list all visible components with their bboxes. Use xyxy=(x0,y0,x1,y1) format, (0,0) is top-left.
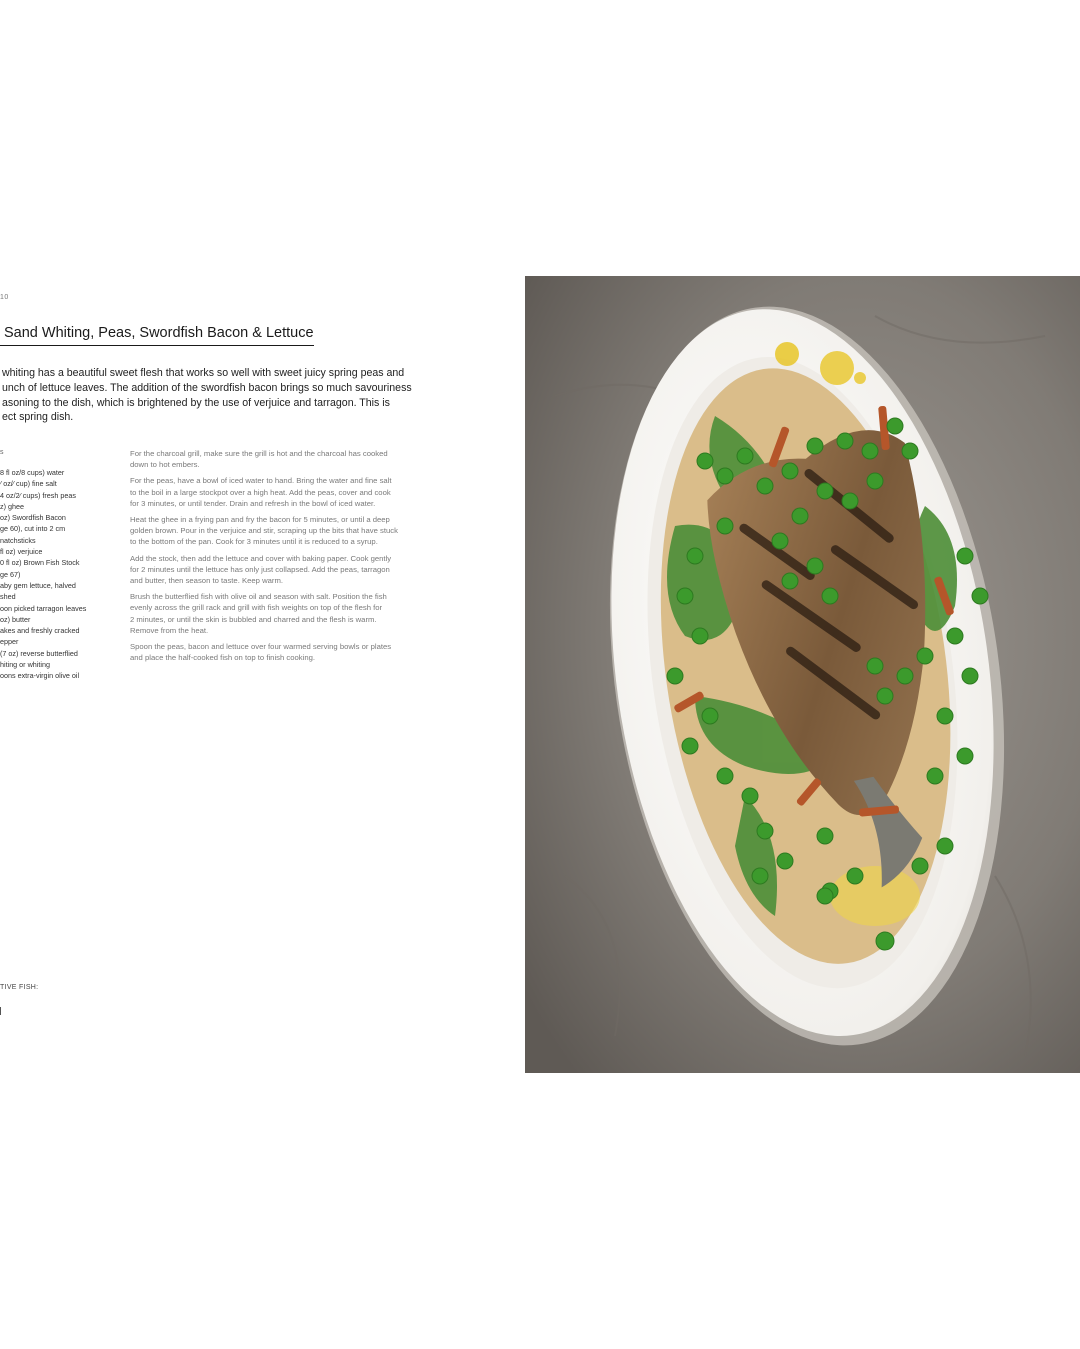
method-steps xyxy=(130,448,465,668)
method-line: 2 minutes, or until the skin is bubbled and charred and the flesh is warm. xyxy=(130,614,377,624)
method-step xyxy=(130,475,465,509)
ingredient-item: ge 67) xyxy=(0,569,21,579)
method-line: Spoon the peas, bacon and lettuce over four warmed serving bowls or plates xyxy=(130,642,392,652)
method-step xyxy=(130,514,465,548)
intro-line: whiting has a beautiful sweet flesh that works so well with sweet juicy spring peas and xyxy=(2,367,405,379)
ingredient-item: oon picked tarragon leaves xyxy=(0,603,87,613)
dish-illustration xyxy=(525,276,1080,1073)
page-number: 10 xyxy=(0,294,9,301)
ingredient-item: epper xyxy=(0,637,19,647)
oil-droplet xyxy=(775,342,799,366)
ingredient-item: fl oz) verjuice xyxy=(0,547,43,557)
method-line: for 2 minutes until the lettuce has only just collapsed. Add the peas, tarragon xyxy=(130,564,390,574)
ingredient-item: ge 60), cut into 2 cm xyxy=(0,524,66,534)
method-step xyxy=(130,591,465,636)
method-step xyxy=(130,448,465,470)
ingredient-item: oz) Swordfish Bacon xyxy=(0,513,66,523)
ingredient-item: z) ghee xyxy=(0,501,24,511)
ingredient-item: oons extra-virgin olive oil xyxy=(0,671,80,681)
method-line: Add the stock, then add the lettuce and cover with baking paper. Cook gently xyxy=(130,553,392,563)
method-line: to the boil in a large stockpot over a high heat. Add the peas, cover and cook xyxy=(130,487,391,497)
method-line: Heat the ghee in a frying pan and fry the bacon for 5 minutes, or until a deep xyxy=(130,515,390,525)
ingredients-heading: s xyxy=(0,449,4,456)
method-line: evenly across the grill rack and grill with fish weights on top of the flesh for xyxy=(130,603,383,613)
ingredient-item: aby gem lettuce, halved xyxy=(0,580,76,590)
dish-photo xyxy=(525,276,1080,1073)
alternative-fish-heading: TIVE FISH: xyxy=(0,984,39,991)
ingredient-item: natchsticks xyxy=(0,535,36,545)
method-line: to the bottom of the pan. Cook for 3 minutes until it is reduced to a syrup. xyxy=(130,537,378,547)
ingredients-list xyxy=(0,467,86,682)
oil-droplet xyxy=(820,351,854,385)
ingredient-item: 0 fl oz) Brown Fish Stock xyxy=(0,558,80,568)
method-line: and place the half-cooked fish on top to finish cooking. xyxy=(130,653,316,663)
butter-pool xyxy=(830,866,920,926)
ingredient-item: shed xyxy=(0,592,16,602)
method-line: for 3 minutes, or until tender. Drain and refresh in the bowl of iced water. xyxy=(130,498,376,508)
recipe-intro xyxy=(2,366,462,425)
ingredient-item: hiting or whiting xyxy=(0,660,50,670)
ingredient-item: (7 oz) reverse butterflied xyxy=(0,648,78,658)
intro-line: unch of lettuce leaves. The addition of the swordfish bacon brings so much savouriness xyxy=(2,381,412,394)
alternative-fish-marker xyxy=(0,1007,1,1015)
method-line: and butter, then season to taste. Keep warm. xyxy=(130,576,283,586)
recipe-title: Sand Whiting, Peas, Swordfish Bacon & Lettuce xyxy=(0,325,314,346)
ingredient-item: 4 oz/2⁄ cups) fresh peas xyxy=(0,490,76,500)
intro-line: ect spring dish. xyxy=(2,411,74,424)
ingredient-item: 8 fl oz/8 cups) water xyxy=(0,468,65,477)
ingredient-item: ⁄ oz/⁄ cup) fine salt xyxy=(0,479,57,489)
left-page xyxy=(0,0,520,1349)
oil-droplet xyxy=(854,372,866,384)
method-step xyxy=(130,641,465,663)
ingredient-item: oz) butter xyxy=(0,614,31,624)
method-line: For the peas, have a bowl of iced water to hand. Bring the water and fine salt xyxy=(130,476,392,486)
method-line: Remove from the heat. xyxy=(130,625,209,635)
method-line: Brush the butterflied fish with olive oil and season with salt. Position the fish xyxy=(130,592,387,602)
method-line: down to hot embers. xyxy=(130,460,200,470)
intro-line: asoning to the dish, which is brightened by the use of verjuice and tarragon. This is xyxy=(2,396,390,409)
ingredient-item: akes and freshly cracked xyxy=(0,626,80,636)
method-step xyxy=(130,553,465,587)
method-line: For the charcoal grill, make sure the grill is hot and the charcoal has cooked xyxy=(130,449,388,458)
method-line: golden brown. Pour in the verjuice and stir, scraping up the bits that have stuck xyxy=(130,526,398,536)
